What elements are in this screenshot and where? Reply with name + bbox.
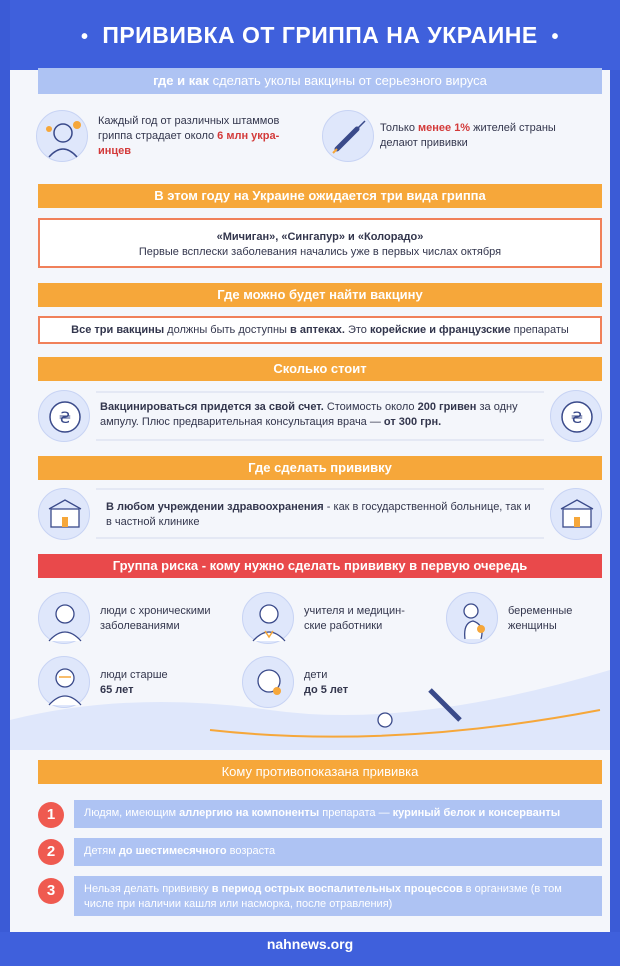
contra-number-3: 3 xyxy=(38,878,64,904)
elder-icon xyxy=(38,656,90,708)
c1-b2: куриный белок и консерванты xyxy=(392,807,561,819)
where-shot-heading: Где сделать прививку xyxy=(38,456,602,480)
c1-t1: Людям, имеющим xyxy=(84,807,180,819)
risk-chronic xyxy=(100,604,236,634)
hospital-icon-right xyxy=(550,488,602,540)
coin-icon-left xyxy=(38,390,90,442)
where-vaccine-heading: Где можно будет найти вакцину xyxy=(38,283,602,307)
ws-t1: - как в государственной больнице, так и в частной клинике xyxy=(106,501,531,528)
subtitle xyxy=(38,73,602,88)
chronic-man-icon xyxy=(38,592,90,644)
contra-number-2: 2 xyxy=(38,839,64,865)
syringe-icon xyxy=(322,110,374,162)
c2-b1: до шестимесячного xyxy=(118,845,227,857)
wv-b3: корейские и французские xyxy=(369,324,511,336)
contra-item-2 xyxy=(74,838,602,866)
cost-heading: Сколько стоит xyxy=(38,357,602,381)
wv-t2: Это xyxy=(344,324,370,336)
baby-icon xyxy=(242,656,294,708)
title-dot-right: • xyxy=(551,26,559,48)
cost-rule-top xyxy=(96,391,544,393)
cost-t1: Стоимость около xyxy=(323,401,418,413)
where-shot-text xyxy=(106,500,534,530)
page-title xyxy=(10,22,620,49)
c3-t1: Нельзя делать прививку xyxy=(84,883,212,895)
risk-pregnant xyxy=(508,604,600,634)
contra-number-1: 1 xyxy=(38,802,64,828)
wv-b2: в аптеках. xyxy=(290,324,345,336)
cost-text xyxy=(100,400,540,430)
title-dot-left: • xyxy=(81,26,89,48)
c2-t1: Детям xyxy=(84,845,119,857)
hospital-icon-left xyxy=(38,488,90,540)
flu-outbreak-note: Первые всплески заболевания начались уже в первых числах октября xyxy=(138,246,502,258)
cost-t2: за одну ампулу. Плюс предварительная консультация врача — xyxy=(100,401,518,428)
risk-teachers xyxy=(304,604,434,634)
stat-1-highlight: 6 млн укра- инцев xyxy=(98,130,280,157)
c1-t2: препарата — xyxy=(319,807,393,819)
virus-person-icon xyxy=(36,110,88,162)
risk-5-text: дети xyxy=(304,669,328,681)
svg-text:₴: ₴ xyxy=(58,408,72,427)
wv-t1: должны быть доступны xyxy=(164,324,291,336)
shot-rule-top xyxy=(96,488,544,490)
cost-b3: от 300 грн. xyxy=(383,416,442,428)
stat-flu-cases xyxy=(98,114,298,159)
cost-b2: 200 гривен xyxy=(417,401,477,413)
contra-heading: Кому противопоказана прививка xyxy=(38,760,602,784)
ws-b1: В любом учреждении здравоохранения xyxy=(106,501,324,513)
flu-types-box xyxy=(38,218,602,268)
stat-2-pre: Только xyxy=(380,122,418,134)
title-label: ПРИВИВКА ОТ ГРИППА НА УКРАИНЕ xyxy=(102,22,538,48)
c2-t2: возраста xyxy=(226,845,276,857)
where-vaccine-box xyxy=(38,316,602,344)
risk-4-bold: 65 лет xyxy=(100,684,134,696)
flu-type-names: «Мичиган», «Сингапур» и «Колорадо» xyxy=(216,231,424,243)
wv-t3: препараты xyxy=(510,324,569,336)
contra-item-1 xyxy=(74,800,602,828)
footer xyxy=(0,932,620,966)
cost-b1: Вакцинироваться придется за свой счет. xyxy=(100,401,324,413)
stat-vaccinated xyxy=(380,121,580,151)
footer-site[interactable]: nahnews.org xyxy=(266,936,354,952)
wv-b1: Все три вакцины xyxy=(71,324,165,336)
pregnant-icon xyxy=(446,592,498,644)
flu-types-heading: В этом году на Украине ожидается три вида гриппа xyxy=(38,184,602,208)
c3-b1: в период острых воспалительных процессов xyxy=(211,883,463,895)
doctor-icon xyxy=(242,592,294,644)
subtitle-rest: сделать уколы вакцины от серьезного вируса xyxy=(208,73,487,88)
risk-3-text: беременные женщины xyxy=(508,605,573,632)
risk-heading: Группа риска - кому нужно сделать прививку в первую очередь xyxy=(38,554,602,578)
risk-2-text: учителя и медицин- ские работники xyxy=(304,605,405,632)
coin-icon-right xyxy=(550,390,602,442)
stat-2-post: жителей страны делают прививки xyxy=(380,122,556,149)
stat-1-pre: Каждый год от различных штаммов гриппа страдает около xyxy=(98,115,280,142)
c3-t2: в организме (в том числе при наличии кашля или насморка, после отравления) xyxy=(84,883,562,910)
cost-rule-bottom xyxy=(96,439,544,441)
risk-children xyxy=(304,668,424,698)
contra-item-3 xyxy=(74,876,602,916)
wave-decoration xyxy=(10,650,610,750)
stat-2-highlight: менее 1% xyxy=(418,122,471,134)
c1-b1: аллергию на компоненты xyxy=(179,807,320,819)
svg-text:₴: ₴ xyxy=(570,408,584,427)
risk-5-bold: до 5 лет xyxy=(304,684,349,696)
shot-rule-bottom xyxy=(96,537,544,539)
risk-elder xyxy=(100,668,230,698)
risk-1-text: люди с хроническими заболеваниями xyxy=(100,605,211,632)
subtitle-bold: где и как xyxy=(153,73,209,88)
risk-4-text: люди старше xyxy=(100,669,168,681)
